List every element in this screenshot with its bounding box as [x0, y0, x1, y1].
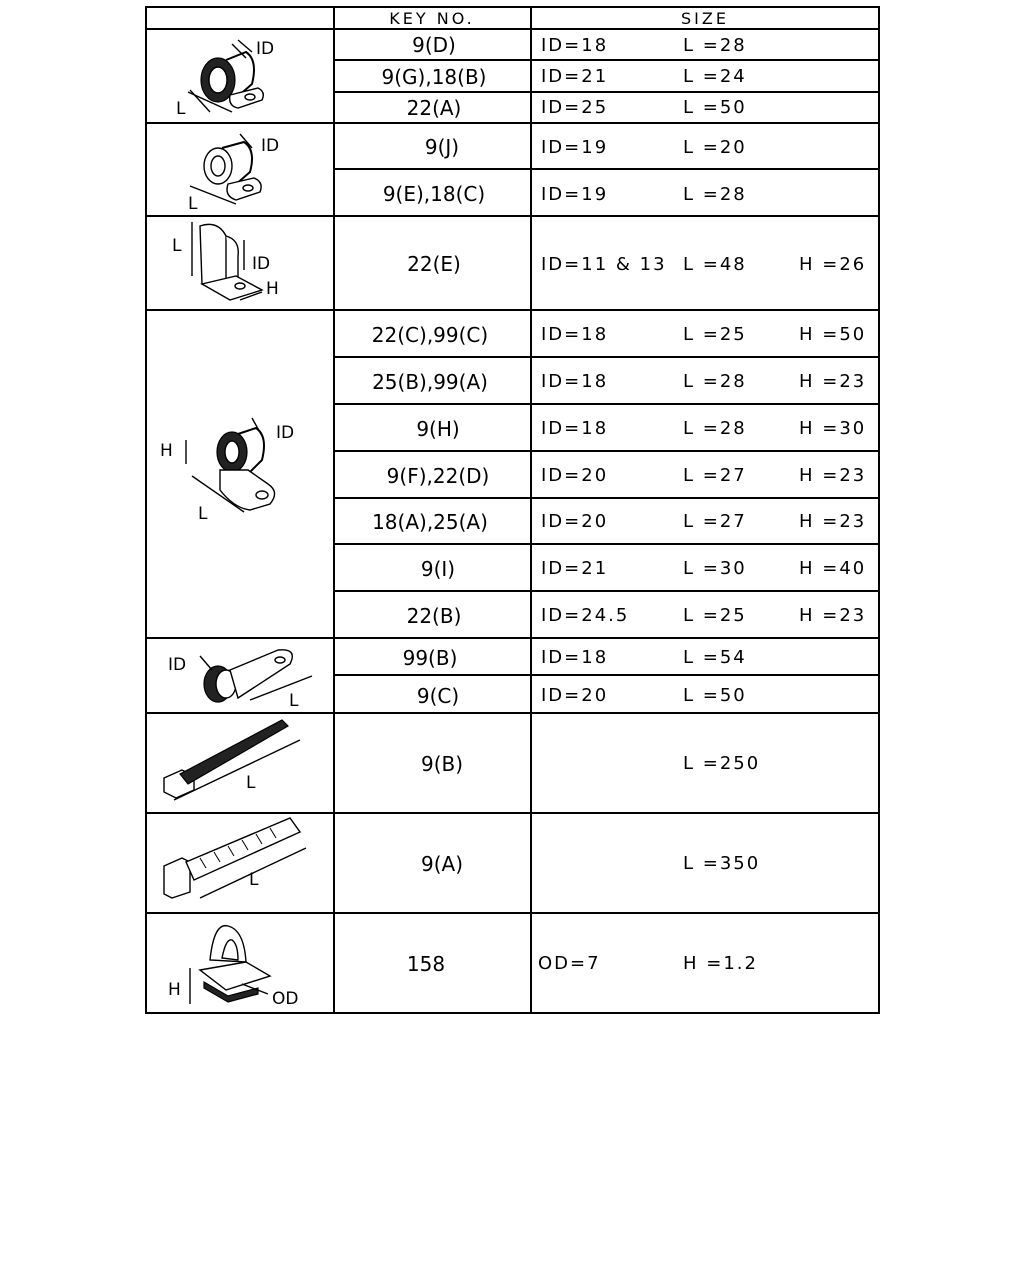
size-l-cell: L =27: [683, 511, 747, 532]
size-id-cell: ID=18: [541, 371, 609, 392]
key-no-cell: 9(I): [420, 557, 456, 581]
figure3-h-label: H: [266, 279, 279, 299]
key-no-cell: 9(F),22(D): [386, 464, 490, 488]
figure8-od-label: OD: [272, 989, 299, 1009]
size-id-cell: ID=24.5: [541, 605, 630, 626]
figure2-id-label: ID: [261, 136, 280, 156]
header-size: SIZE: [681, 9, 729, 28]
size-l-cell: L =50: [683, 685, 747, 706]
size-id-cell: ID=11 & 13: [541, 254, 667, 275]
size-l-cell: L =28: [683, 418, 747, 439]
key-no-cell: 9(D): [412, 33, 456, 57]
size-h-cell: H =40: [799, 558, 867, 579]
size-l-cell: L =27: [683, 465, 747, 486]
size-l-cell: L =20: [683, 137, 747, 158]
size-h-cell: H =50: [799, 324, 867, 345]
key-no-cell: 9(G),18(B): [381, 65, 487, 89]
size-id-cell: ID=18: [541, 418, 609, 439]
figure1-id-label: ID: [256, 39, 275, 59]
figure4-l-label: L: [198, 504, 208, 524]
figure1-l-label: L: [176, 99, 186, 119]
header-key-no: KEY NO.: [389, 9, 475, 28]
cable-tie-figure-250: [164, 720, 300, 800]
size-l-cell: L =54: [683, 647, 747, 668]
size-id-cell: ID=19: [541, 137, 609, 158]
size-h-cell: H =26: [799, 254, 867, 275]
key-no-cell: 25(B),99(A): [372, 370, 488, 394]
key-no-cell: 9(H): [416, 417, 460, 441]
size-l-cell: L =28: [683, 371, 747, 392]
size-l-cell: L =250: [683, 753, 761, 774]
key-no-cell: 9(E),18(C): [382, 182, 486, 206]
key-no-cell: 9(J): [424, 135, 460, 159]
figure4-id-label: ID: [276, 423, 295, 443]
key-no-cell: 99(B): [402, 646, 458, 670]
key-no-cell: 22(B): [406, 604, 462, 628]
size-l-cell: L =25: [683, 324, 747, 345]
size-id-cell: ID=18: [541, 324, 609, 345]
size-id-cell: ID=18: [541, 647, 609, 668]
size-l-cell: L =28: [683, 35, 747, 56]
p-clamp-figure-2: [190, 134, 261, 204]
figure8-h-label: H: [168, 980, 181, 1000]
size-l-cell: L =350: [683, 853, 761, 874]
size-id-cell: ID=21: [541, 558, 609, 579]
size-l-cell: L =28: [683, 184, 747, 205]
key-no-cell: 9(B): [420, 752, 464, 776]
key-no-cell: 9(C): [416, 684, 460, 708]
size-id-cell: ID=20: [541, 511, 609, 532]
figure4-h-label: H: [160, 441, 173, 461]
p-clamp-figure-1: [188, 40, 263, 112]
size-id-cell: ID=25: [541, 97, 609, 118]
figure3-id-label: ID: [252, 254, 271, 274]
size-l-cell: L =24: [683, 66, 747, 87]
push-clip-figure: [190, 926, 270, 1004]
key-no-cell: 158: [406, 952, 446, 976]
figure6-l-label: L: [246, 773, 256, 793]
key-no-cell: 9(A): [420, 852, 464, 876]
size-id-cell: ID=20: [541, 685, 609, 706]
size-h-cell: H =1.2: [683, 953, 758, 974]
figure5-id-label: ID: [168, 655, 187, 675]
size-h-cell: H =23: [799, 465, 867, 486]
figure3-l-label: L: [172, 236, 182, 256]
size-h-cell: H =23: [799, 605, 867, 626]
size-h-cell: H =30: [799, 418, 867, 439]
size-id-cell: ID=18: [541, 35, 609, 56]
size-h-cell: H =23: [799, 511, 867, 532]
figure5-l-label: L: [289, 691, 299, 711]
figure2-l-label: L: [188, 194, 198, 214]
key-no-cell: 22(C),99(C): [371, 323, 489, 347]
size-l-cell: L =50: [683, 97, 747, 118]
size-od-cell: OD=7: [538, 953, 601, 974]
cable-tie-figure-350: [164, 818, 306, 898]
p-clamp-figure-4: [186, 418, 275, 512]
size-id-cell: ID=19: [541, 184, 609, 205]
size-id-cell: ID=20: [541, 465, 609, 486]
key-no-cell: 22(A): [406, 96, 462, 120]
key-no-cell: 18(A),25(A): [372, 510, 488, 534]
size-l-cell: L =48: [683, 254, 747, 275]
size-l-cell: L =30: [683, 558, 747, 579]
size-id-cell: ID=21: [541, 66, 609, 87]
size-h-cell: H =23: [799, 371, 867, 392]
figure7-l-label: L: [249, 870, 259, 890]
size-l-cell: L =25: [683, 605, 747, 626]
key-no-cell: 22(E): [407, 252, 461, 276]
